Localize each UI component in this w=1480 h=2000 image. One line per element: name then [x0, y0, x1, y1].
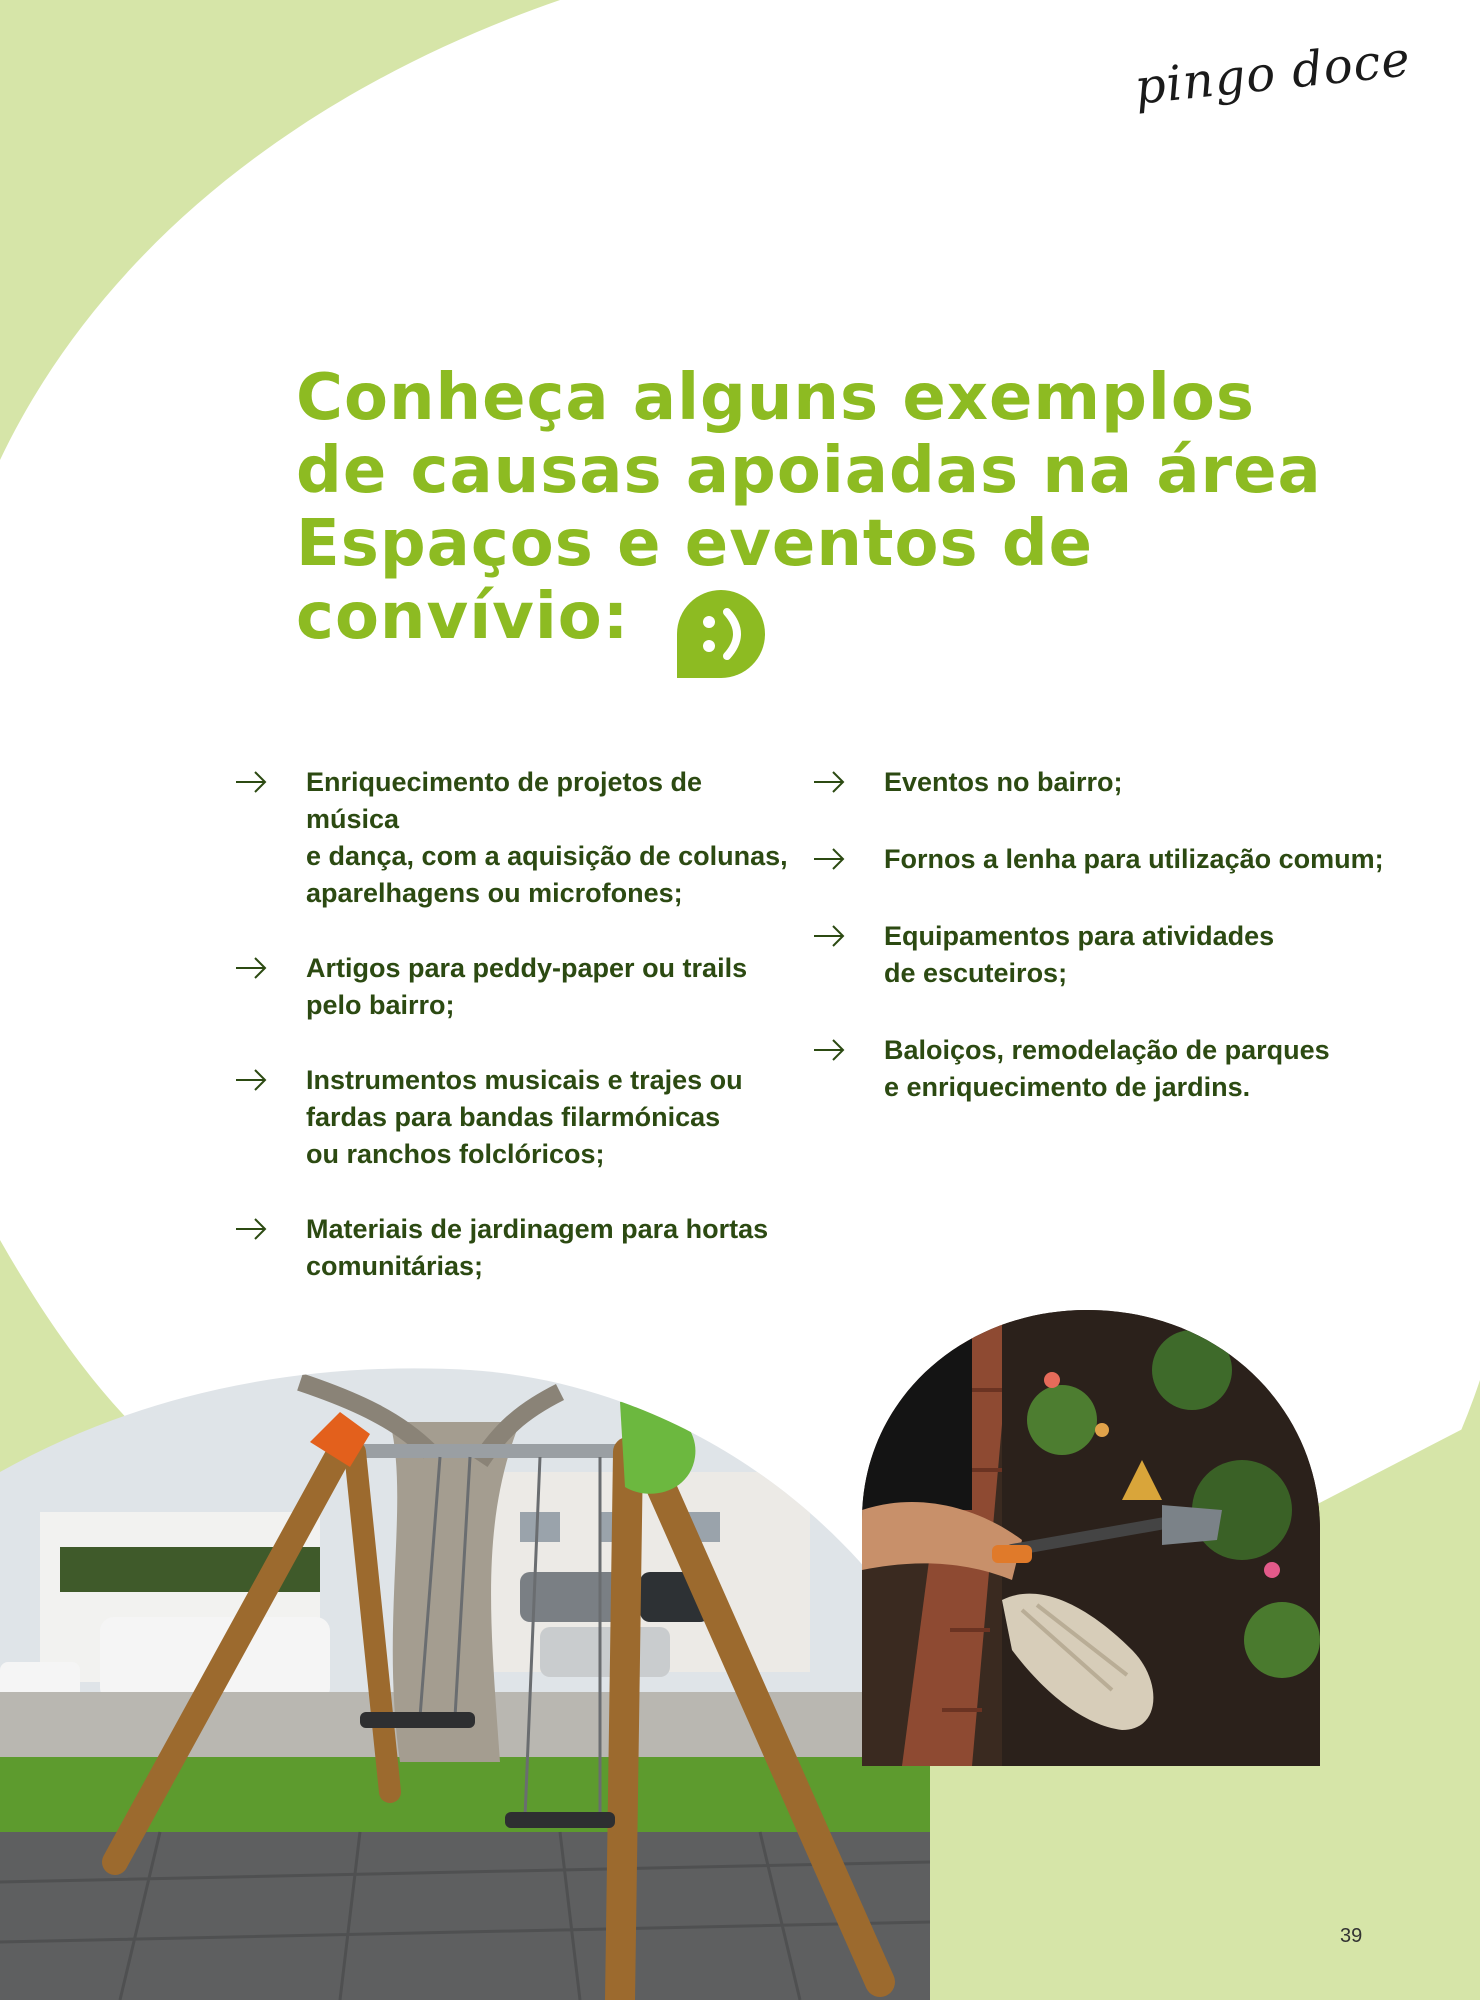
arrow-right-icon	[812, 847, 846, 871]
arrow-right-icon	[812, 770, 846, 794]
list-item-text: Instrumentos musicais e trajes ou fardas para bandas filarmónicas ou ranchos folclóricos;	[306, 1065, 743, 1169]
headline-line: convívio:	[296, 580, 630, 654]
smiley-speech-icon	[675, 588, 767, 678]
list-item-text: Artigos para peddy-paper ou trails pelo bairro;	[306, 953, 748, 1020]
page-number: 39	[1340, 1925, 1363, 1947]
arrow-right-icon	[234, 1217, 268, 1241]
gardening-photo	[862, 1310, 1320, 1766]
list-item	[234, 764, 794, 912]
causes-list-left	[234, 764, 794, 1323]
list-item	[812, 841, 1412, 878]
list-item	[234, 950, 794, 1024]
list-item-text: Baloiços, remodelação de parques e enriquecimento de jardins.	[884, 1035, 1330, 1102]
list-item-text: Equipamentos para atividades de escuteiros;	[884, 921, 1275, 988]
arrow-right-icon	[234, 770, 268, 794]
arrow-right-icon	[812, 1038, 846, 1062]
causes-list-right	[812, 764, 1412, 1146]
list-item	[234, 1211, 794, 1285]
pingo-doce-logo: pingo doce	[1132, 31, 1414, 116]
list-item-text: Eventos no bairro;	[884, 767, 1123, 797]
arrow-right-icon	[234, 1068, 268, 1092]
list-item	[234, 1062, 794, 1173]
headline-line: Conheça alguns exemplos	[296, 361, 1255, 435]
headline-line: Espaços e eventos de	[296, 507, 1094, 581]
list-item-text: Enriquecimento de projetos de música e dança, com a aquisição de colunas, aparelhagens ou microfones;	[306, 767, 788, 908]
page-headline	[296, 361, 1322, 654]
list-item	[812, 1032, 1412, 1106]
headline-line: de causas apoiadas na área	[296, 434, 1322, 508]
list-item-text: Materiais de jardinagem para hortas comunitárias;	[306, 1214, 769, 1281]
arrow-right-icon	[234, 956, 268, 980]
list-item-text: Fornos a lenha para utilização comum;	[884, 844, 1384, 874]
playground-swing-photo	[0, 1362, 930, 2000]
list-item	[812, 764, 1412, 801]
list-item	[812, 918, 1412, 992]
arrow-right-icon	[812, 924, 846, 948]
